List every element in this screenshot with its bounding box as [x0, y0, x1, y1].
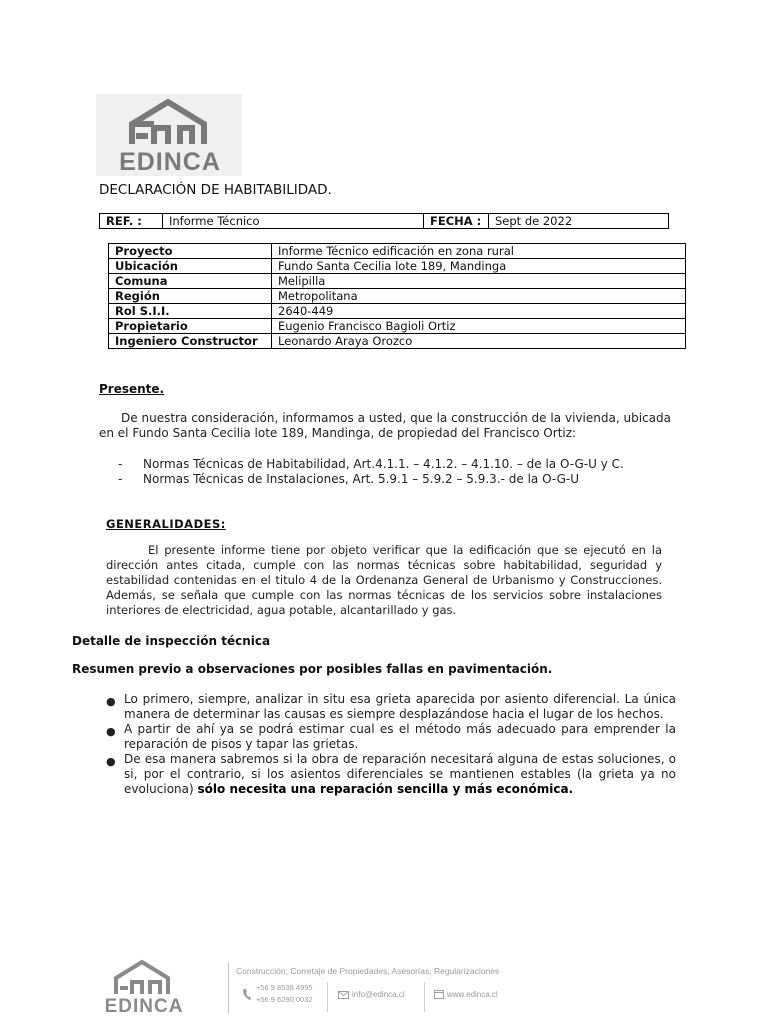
logo-text: EDINCA: [119, 148, 221, 176]
row-label: Región: [109, 289, 272, 304]
presente-heading: Presente.: [99, 382, 165, 396]
detalle-heading: Detalle de inspección técnica: [72, 634, 271, 648]
list-item: [118, 457, 624, 472]
email-text: info@edinca.cl: [352, 990, 405, 999]
ref-label: REF. :: [100, 214, 163, 229]
resumen-heading: Resumen previo a observaciones por posibles fallas en pavimentación.: [72, 662, 553, 676]
row-label: Comuna: [109, 274, 272, 289]
observations-list: [104, 692, 676, 797]
footer-logo: [94, 958, 194, 1018]
row-label: Ingeniero Constructor: [109, 334, 272, 349]
row-label: Rol S.I.I.: [109, 304, 272, 319]
table-row: [109, 259, 686, 274]
table-row: [109, 289, 686, 304]
footer-tagline: Construcción, Corretaje de Propiedades, Asesorías, Regularizaciones: [236, 966, 500, 976]
generalidades-heading: GENERALIDADES:: [106, 517, 226, 531]
row-value: Fundo Santa Cecilia lote 189, Mandinga: [272, 259, 686, 274]
dash-marker: -: [118, 472, 123, 486]
list-item: [104, 692, 676, 722]
bullet-text: Lo primero, siempre, analizar in situ esa grieta aparecida por asiento diferencial. La única manera de determinar las causas es siempre desplazándose hacia el lugar de los hechos.: [124, 692, 676, 721]
logo-house-icon: [94, 958, 194, 998]
bullet-bold-text: sólo necesita una reparación sencilla y más económica.: [197, 782, 574, 796]
row-value: 2640-449: [272, 304, 686, 319]
logo-house-icon: [96, 94, 242, 154]
fecha-value: Sept de 2022: [489, 214, 669, 229]
mail-icon: [338, 991, 349, 999]
document-title: DECLARACIÓN DE HABITABILIDAD.: [99, 182, 332, 198]
bullet-text: A partir de ahí ya se podrá estimar cual es el método más adecuado para emprender la reparación de pisos y tapar las grietas.: [124, 722, 676, 751]
table-row: [109, 319, 686, 334]
generalidades-paragraph: El presente informe tiene por objeto verificar que la edificación que se ejecutó en la dirección antes citada, cumple con las normas técnicas sobre habitabilidad, seguridad y estabilidad contenidas en el titulo 4 de la Ordenanza General de Urbanismo y Construcciones. Además, se señala que cumple con las normas técnicas de los servicios sobre instalaciones interiores de electricidad, agua potable, alcantarillado y gas.: [106, 543, 662, 617]
footer-phones: [244, 982, 313, 1006]
footer-logo-text: EDINCA: [104, 996, 184, 1017]
fecha-label: FECHA :: [424, 214, 489, 229]
web-text: www.edinca.cl: [447, 990, 498, 999]
list-item: [104, 752, 676, 797]
dash-marker: -: [118, 457, 123, 471]
row-label: Propietario: [109, 319, 272, 334]
footer-separator: [424, 982, 425, 1012]
list-item: [104, 722, 676, 752]
bullet-text: De esa manera sabremos si la obra de reparación necesitará alguna de estas soluciones, o si, por el contrario, si los asientos diferenciales se mantienen estables (la grieta ya no evoluciona): [124, 752, 676, 796]
row-label: Ubicación: [109, 259, 272, 274]
edinca-logo: [96, 94, 242, 176]
norm-text: Normas Técnicas de Instalaciones, Art. 5.9.1 – 5.9.2 – 5.9.3.- de la O-G-U: [143, 472, 580, 486]
phone-1: +56 9 8538 4995: [256, 983, 313, 992]
footer-divider: [228, 962, 229, 1014]
table-row: [109, 274, 686, 289]
list-item: [118, 472, 624, 487]
bullet-icon: ●: [106, 695, 116, 708]
row-value: Eugenio Francisco Bagioli Ortiz: [272, 319, 686, 334]
table-row: [109, 244, 686, 259]
norm-text: Normas Técnicas de Habitabilidad, Art.4.1.1. – 4.1.2. – 4.1.10. – de la O-G-U y C.: [143, 457, 624, 471]
row-value: Metropolitana: [272, 289, 686, 304]
phone-icon: [242, 988, 251, 1000]
row-label: Proyecto: [109, 244, 272, 259]
table-row: [109, 334, 686, 349]
row-value: Melipilla: [272, 274, 686, 289]
project-info-table: [108, 243, 686, 349]
footer-separator: [327, 982, 328, 1012]
bullet-icon: ●: [106, 725, 116, 738]
table-row: [109, 304, 686, 319]
web-icon: [434, 990, 444, 999]
bullet-icon: ●: [106, 755, 116, 768]
footer-website[interactable]: [434, 990, 498, 999]
norms-list: [118, 457, 624, 487]
row-value: Leonardo Araya Orozco: [272, 334, 686, 349]
footer-email[interactable]: [338, 990, 405, 999]
intro-paragraph: De nuestra consideración, informamos a usted, que la construcción de la vivienda, ubicada en el Fundo Santa Cecilia lote 189, Mandinga, de propiedad del Francisco Ortiz:: [99, 411, 671, 440]
phone-2: +56 9 6290 0032: [256, 995, 313, 1004]
reference-table: [99, 213, 669, 229]
row-value: Informe Técnico edificación en zona rural: [272, 244, 686, 259]
ref-value: Informe Técnico: [163, 214, 424, 229]
